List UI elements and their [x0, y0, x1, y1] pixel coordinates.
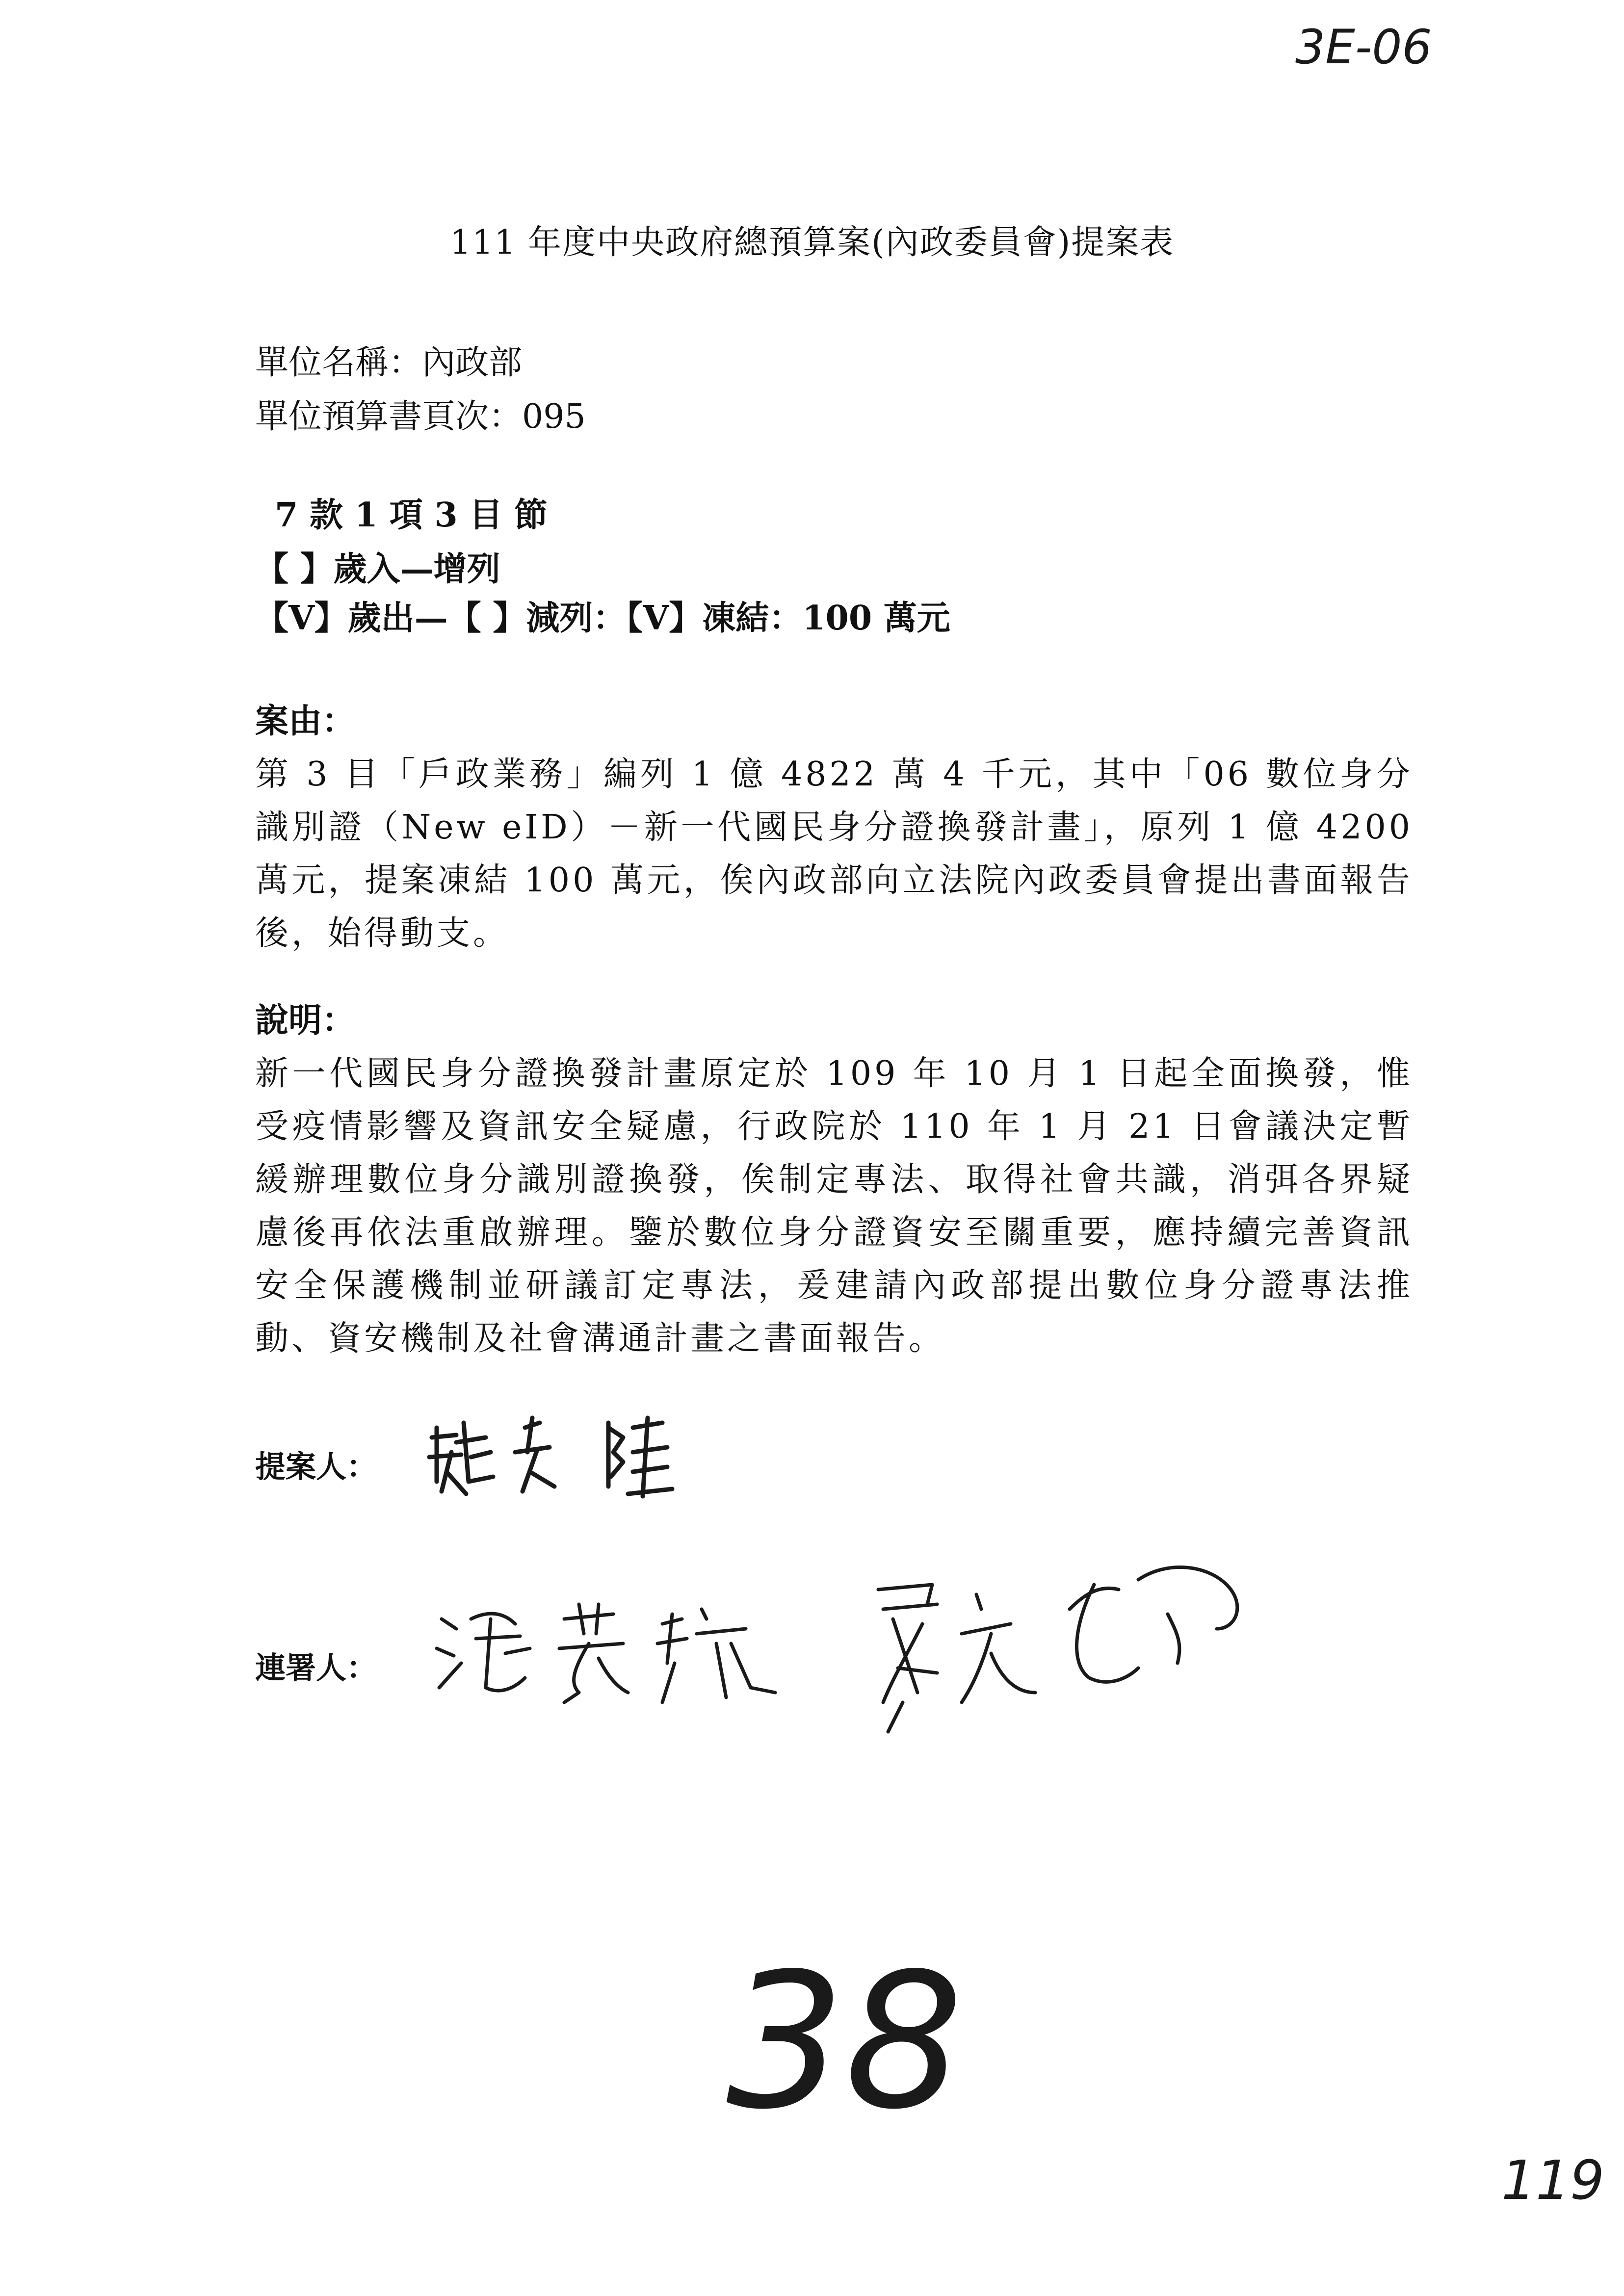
cosigner-signature-1 [432, 1590, 805, 1717]
explanation-text: 新一代國民身分證換發計畫原定於 109 年 10 月 1 日起全面換發，惟受疫情影響及資訊安全疑慮，行政院於 110 年 1 月 21 日會議決定暫緩辦理數位身分識別證換發，俟制定專法、取得社會共識，消弭各界疑慮後再依法重啟辦理。鑒於數位身分證資安至關重要，應持續完善資訊安全保護機制並研議訂定專法，爰建請內政部提出數位身分證專法推動、資安機制及社會溝通計畫之書面報告。 [255, 1054, 1413, 1358]
proposer-label: 提案人： [255, 1449, 377, 1485]
budget-page-number: 單位預算書頁次：095 [255, 397, 586, 436]
budget-item-line: 7 款 1 項 3 目 節 [275, 496, 548, 535]
page-title: 111 年度中央政府總預算案(內政委員會)提案表 [449, 223, 1175, 262]
revenue-line: 【 】歲入—增列 [255, 549, 500, 589]
proposer-signature [422, 1408, 697, 1506]
page-handwritten-mark: 119 [1501, 2149, 1604, 2212]
expenditure-line: 【V】歲出—【 】減列：【V】凍結：100 萬元 [255, 599, 950, 638]
explanation-heading: 說明： [255, 1001, 356, 1040]
reason-heading: 案由： [255, 702, 356, 741]
cosigner-label: 連署人： [255, 1650, 377, 1686]
reason-text: 第 3 目「戶政業務」編列 1 億 4822 萬 4 千元，其中「06 數位身分識別證（New eID）－新一代國民身分證換發計畫」，原列 1 億 4200 萬元，提案凍結 100 萬元，俟內政部向立法院內政委員會提出書面報告後，始得動支。 [255, 755, 1413, 953]
handwritten-number: 38 [726, 1933, 964, 2150]
unit-name: 單位名稱：內政部 [255, 343, 523, 382]
cosigner-signature-2 [864, 1555, 1285, 1751]
corner-handwritten-mark: 3E-06 [1295, 20, 1432, 75]
